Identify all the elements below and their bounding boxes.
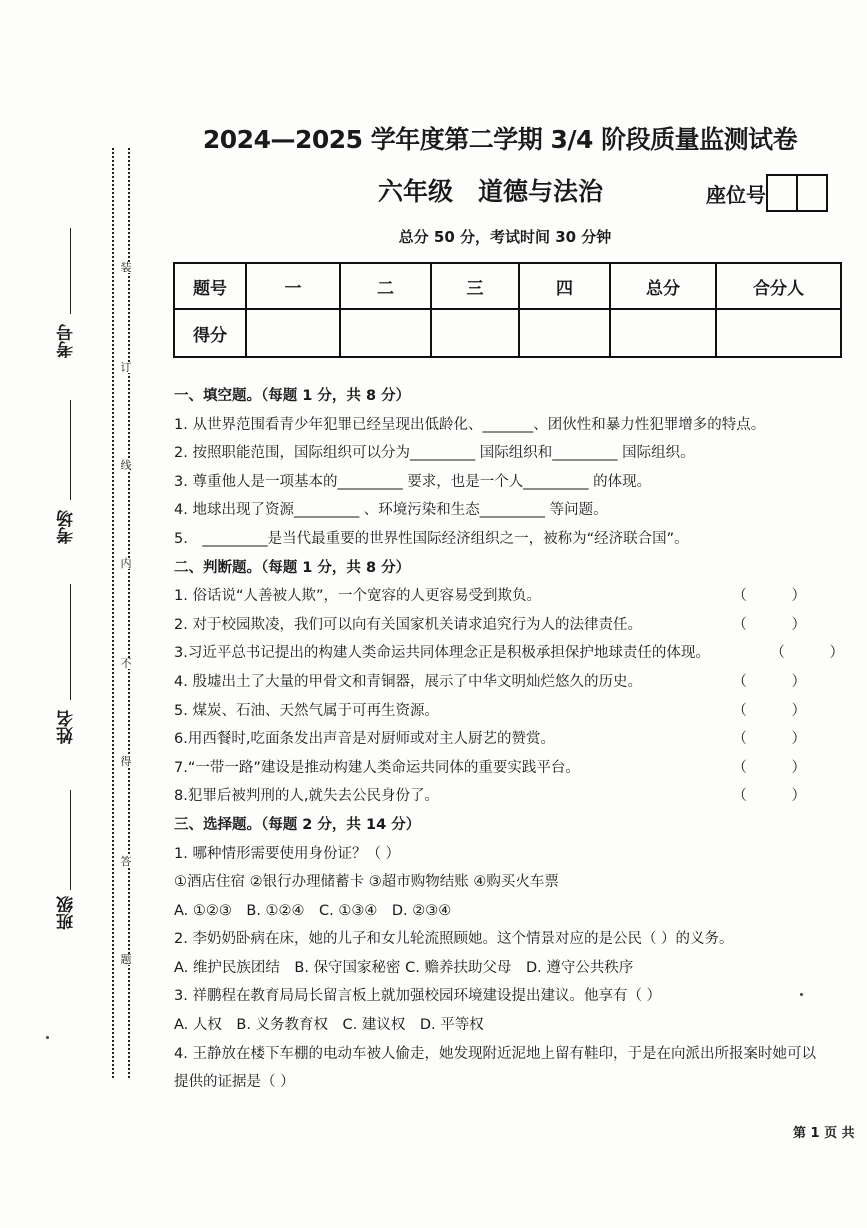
exam-title: 2024—2025 学年度第二学期 3/4 阶段质量监测试卷	[202, 125, 798, 154]
true-false-question	[174, 782, 864, 811]
write-line	[70, 228, 71, 314]
true-false-question	[174, 697, 864, 726]
table-cell: 得分	[174, 309, 246, 357]
question-text: 7.“一带一路”建设是推动构建人类命运共同体的重要实践平台。	[174, 759, 580, 776]
table-cell: 总分	[610, 263, 716, 309]
answer-parens[interactable]: （ ）	[732, 731, 826, 748]
true-false-question	[174, 611, 864, 640]
question-text: 4. 殷墟出土了大量的甲骨文和青铜器，展示了中华文明灿烂悠久的历史。	[174, 673, 642, 690]
answer-parens[interactable]: （ ）	[770, 645, 864, 662]
choice-question: 1. 哪种情形需要使用身份证？（ ）	[174, 845, 401, 862]
seat-number-box[interactable]	[766, 174, 798, 212]
true-false-question	[174, 725, 864, 754]
true-false-question	[174, 754, 864, 783]
seat-number	[706, 174, 828, 212]
score-input-cell[interactable]	[431, 309, 519, 357]
binding-word: 线	[118, 460, 134, 471]
binding-word: 装	[118, 262, 134, 273]
fill-blank-question: 5. _________是当代最重要的世界性国际经济组织之一，被称为“经济联合国”。	[174, 530, 689, 547]
binding-word: 得	[118, 756, 134, 767]
class-label: 班级	[57, 896, 77, 930]
question-text: 5. 煤炭、石油、天然气属于可再生资源。	[174, 702, 439, 719]
fill-blank-question: 4. 地球出现了资源_________ 、环境污染和生态_________ 等问题。	[174, 502, 608, 519]
table-cell: 一	[246, 263, 340, 309]
choice-answers: A. ①②③ B. ①②④ C. ①③④ D. ②③④	[174, 902, 452, 919]
answer-parens[interactable]: （ ）	[732, 673, 826, 690]
question-text: 2. 对于校园欺凌，我们可以向有关国家机关请求追究行为人的法律责任。	[174, 616, 642, 633]
scan-speck	[46, 1036, 49, 1039]
binding-word: 题	[118, 954, 134, 965]
score-input-cell[interactable]	[716, 309, 841, 357]
class-field[interactable]	[40, 790, 100, 970]
answer-parens[interactable]: （ ）	[732, 759, 826, 776]
question-text: 1. 俗话说“人善被人欺”，一个宽容的人更容易受到欺负。	[174, 588, 541, 605]
fill-blank-question: 2. 按照职能范围，国际组织可以分为_________ 国际组织和_________ 国际组织。	[174, 445, 695, 462]
choice-question: 2. 李奶奶卧病在床，她的儿子和女儿轮流照顾她。这个情景对应的是公民（ ）的义务。	[174, 931, 734, 948]
binding-dotted-line	[112, 148, 114, 1078]
true-false-question	[174, 639, 864, 668]
answer-parens[interactable]: （ ）	[732, 616, 826, 633]
exam-room-label: 考场	[57, 510, 77, 544]
choice-answers: A. 维护民族团结 B. 保守国家秘密 C. 赡养扶助父母 D. 遵守公共秩序	[174, 959, 634, 976]
question-text: 3.习近平总书记提出的构建人类命运共同体理念正是积极承担保护地球责任的体现。	[174, 645, 710, 662]
binding-dotted-line	[128, 148, 130, 1078]
section-heading: 二、判断题。（每题 1 分，共 8 分）	[174, 559, 411, 576]
exam-number-label: 考号	[57, 324, 77, 358]
exam-number-field[interactable]	[40, 228, 100, 408]
table-row	[174, 309, 841, 357]
question-text: 6.用西餐时,吃面条发出声音是对厨师或对主人厨艺的赞赏。	[174, 731, 555, 748]
table-cell: 合分人	[716, 263, 841, 309]
page-footer: 第 1 页 共	[793, 1126, 855, 1141]
questions	[174, 382, 864, 1096]
write-line	[70, 584, 71, 700]
score-table	[173, 262, 842, 358]
seat-number-label: 座位号	[706, 182, 766, 207]
true-false-question	[174, 668, 864, 697]
table-cell: 四	[519, 263, 610, 309]
name-field[interactable]	[40, 584, 100, 764]
choice-question: 3. 祥鹏程在教育局局长留言板上就加强校园环境建设提出建议。他享有（ ）	[174, 988, 662, 1005]
table-row	[174, 263, 841, 309]
scan-speck	[800, 993, 803, 996]
binding-word: 订	[118, 362, 134, 373]
answer-parens[interactable]: （ ）	[732, 788, 826, 805]
write-line	[70, 400, 71, 500]
fill-blank-question: 1. 从世界范围看青少年犯罪已经呈现出低龄化、_______、团伙性和暴力性犯罪增多的特点。	[174, 416, 766, 433]
exam-room-field[interactable]	[40, 400, 100, 580]
name-label: 姓名	[57, 710, 77, 744]
binding-word: 内	[118, 558, 134, 569]
choice-answers: A. 人权 B. 义务教育权 C. 建议权 D. 平等权	[174, 1017, 484, 1034]
binding-word: 答	[118, 856, 134, 867]
score-input-cell[interactable]	[610, 309, 716, 357]
table-cell: 二	[340, 263, 431, 309]
seat-number-box[interactable]	[796, 174, 828, 212]
write-line	[70, 790, 71, 890]
choice-options: ①酒店住宿 ②银行办理储蓄卡 ③超市购物结账 ④购买火车票	[174, 874, 559, 891]
section-heading: 一、填空题。（每题 1 分，共 8 分）	[174, 388, 411, 404]
table-cell: 题号	[174, 263, 246, 309]
score-input-cell[interactable]	[246, 309, 340, 357]
table-cell: 三	[431, 263, 519, 309]
binding-word: 不	[118, 658, 134, 669]
exam-subtitle: 六年级 道德与法治	[378, 177, 604, 206]
true-false-question	[174, 582, 864, 611]
question-text: 8.犯罪后被判刑的人,就失去公民身份了。	[174, 788, 439, 805]
score-input-cell[interactable]	[519, 309, 610, 357]
choice-question: 4. 王静放在楼下车棚的电动车被人偷走，她发现附近泥地上留有鞋印，于是在向派出所报案时她可以提供的证据是（ ）	[174, 1045, 816, 1090]
answer-parens[interactable]: （ ）	[732, 702, 826, 719]
section-heading: 三、选择题。（每题 2 分，共 14 分）	[174, 816, 421, 833]
score-input-cell[interactable]	[340, 309, 431, 357]
exam-info: 总分 50 分，考试时间 30 分钟	[398, 228, 612, 246]
answer-parens[interactable]: （ ）	[732, 588, 826, 605]
fill-blank-question: 3. 尊重他人是一项基本的_________ 要求，也是一个人_________ 的体现。	[174, 473, 652, 490]
